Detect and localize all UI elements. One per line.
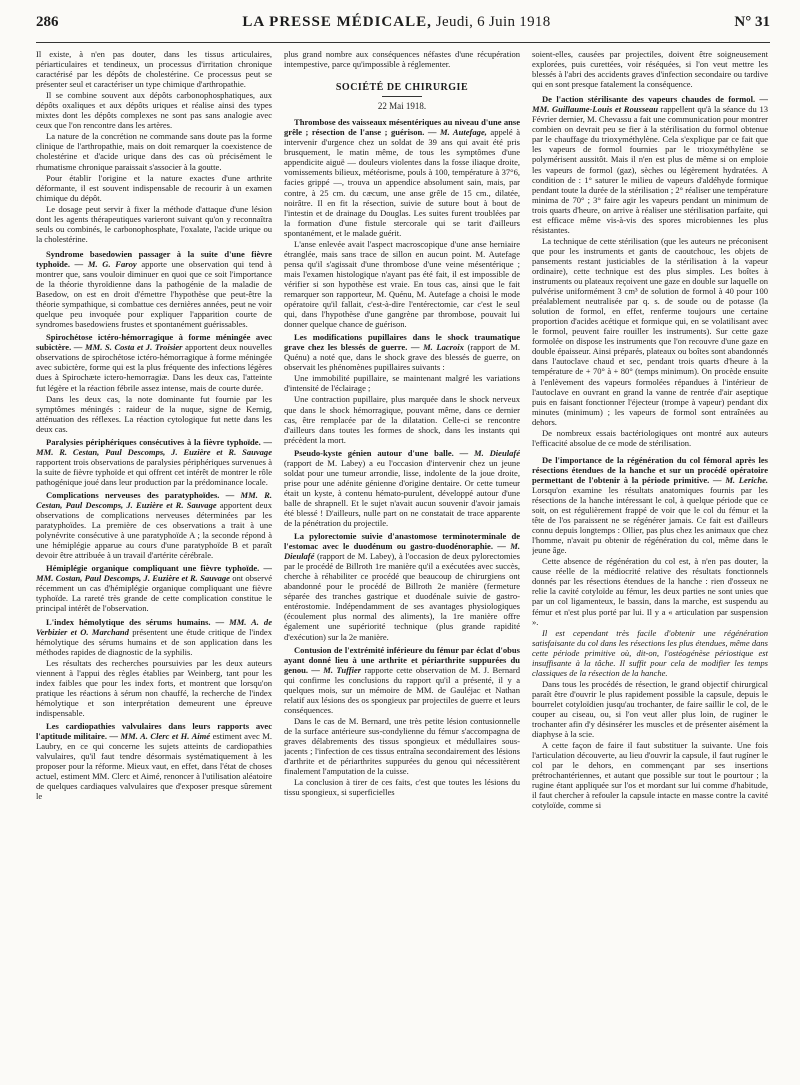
article-body: (rapport de M. Labey) a eu l'occasion d'intervenir chez un jeune soldat pour une tumeur arrondie, lisse, indolente de la joue droite, prise pour une adénite génienne d'origine dentaire. Or cette tumeur était un kyste, à contenu hémato-purulent, développé autour d'une balle de shrapnell. Et le sujet n'avait aucun souvenir d'avoir jamais été blessé ! D'ailleurs, nulle part on ne constatait de trace apparente de la pénétration du projectile.: [284, 457, 520, 529]
journal-name: LA PRESSE MÉDICALE,: [242, 14, 432, 30]
article-basedow: [36, 249, 272, 329]
article-author: — M. Leriche.: [713, 474, 768, 485]
article-body: (rapport de M. Labey), à l'occasion de deux pylorectomies par le procédé de Billroth 1re manière qu'il a exécutées avec succès, cherche à réhabiliter ce procédé que beaucoup de chirurgiens ont abandonné pour le procédé de Billroth 2e manière (fermeture séparée des tranches gastrique et duodénale suivie de gastro-entérostomie. Indépendamment de ses avantages physiologiques (écoulement plus normal des aliments), la 1re manière offre également une supériorité technique (plus grande rapidité d'exécution) sur la 2e manière.: [284, 551, 520, 642]
paragraph: plus grand nombre aux conséquences néfastes d'une récupération intempestive, parce qu'impossible à réglementer.: [284, 49, 520, 70]
paragraph: Il est cependant très facile d'obtenir une régénération satisfaisante du col dans les résections les plus étendues, même dans cette période primitive où, dit-on, l'ostéogénèse périostique est insuffisante à la tâche. Il suffit pour cela de modifier les temps classiques de la résection de la hanche.: [532, 627, 768, 678]
paragraph: Une contraction pupillaire, plus marquée dans le shock nerveux que dans le shock hémorragique, pouvant même, dans ce dernier cas, être remplacée par de la dilatation. Celle-ci se rencontre d'ailleurs dans toutes les formes de shock, dans les instants qui précèdent la mort.: [284, 394, 520, 445]
article-body: Lorsqu'on examine les résultats anatomiques fournis par les résections de la hanche intéressant le col, à quelque période que ce soit, on est régulièrement frappé de voir que le col du fémur et la tête de l'os paraissent ne se régénérer jamais. Ce fait est d'ailleurs connu depuis longtemps : Ollier, pas plus chez les animaux que chez l'homme, n'avait pu obtenir de régénération du col, même dans le jeune âge.: [532, 484, 768, 556]
paragraph: La nature de la concrétion ne commande sans doute pas la forme clinique de l'arthropathie, mais on doit remarquer la coexistence de cholestérine et d'acide urique dans des cas où précisément le rhumatisme chronique paraissait s'associer à la goutte.: [36, 131, 272, 172]
article-author: — MM. Costan, Paul Descomps, J. Euzière et R. Sauvage: [36, 563, 272, 584]
paragraph: A cette façon de faire il faut substituer la suivante. Une fois l'articulation découverte, au lieu d'ouvrir la capsule, il faut rugíner le col par le dehors, en commençant par ses insertions prétrochantériennes, et autant que possible sur tout le pourtour ; la rugine étant appliquée sur l'os et mordant sur lui comme d'habitude, il faut chercher à refouler la capsule intacte en masse contre la cavité cotyloïde, comme si: [532, 740, 768, 811]
article-author: — MM. A. de Verbizier et O. Marchand: [36, 616, 272, 637]
column-2: [284, 49, 520, 1085]
article-title: Les modifications pupillaires dans le shock traumatique grave chez les blessés de guerre.: [284, 332, 520, 353]
article-author: — M. Dieulafé: [459, 447, 520, 458]
paragraph: Pour établir l'origine et la nature exactes d'une arthrite déformante, il est souvent indispensable de recourir à un examen chimique du dépôt.: [36, 172, 272, 203]
paragraph: Une immobilité pupillaire, se maintenant malgré les variations d'intensité de l'éclairage ;: [284, 373, 520, 394]
article-title: De l'action stérilisante des vapeurs chaudes de formol.: [542, 94, 756, 105]
paragraph: Il existe, à n'en pas douter, dans les tissus articulaires, périarticulaires et tendineux, un processus d'irritation chronique caractérisé par les dépôts de cholestérine. Ce processus peut se présenter seul et caractériser un type chimique d'arthropathie.: [36, 49, 272, 90]
article-hemiplegie: [36, 563, 272, 613]
article-author: — M. Lacroix: [410, 342, 464, 353]
article-title: Syndrome basedowien passager à la suite d'une fièvre typhoïde.: [36, 248, 272, 269]
article-col-femoral: [532, 455, 768, 811]
article-title: Thrombose des vaisseaux mésentériques au niveau d'une anse grêle ; résection de l'anse ; guérison.: [284, 117, 520, 138]
page-number: 286: [36, 14, 59, 30]
article-body: (rapport de M. Quénu) a noté que, dans le shock grave des blessés de guerre, on observait les phénomènes pupillaires suivants :: [284, 342, 520, 373]
article-thrombose: [284, 117, 520, 329]
article-body: rappellent qu'à la séance du 13 Février dernier, M. Chevassu a fait une communication pour montrer combien on devrait peu se fier à la stérilisation du formol obtenue par le chauffage du trioxyméthylène. Cela s'explique par ce fait que les vapeurs de formol fournies par le trioxyméthylène se polymérisent aussitôt. Mais il n'en est plus de même si on emploie les vapeurs de formol (gaz), sèches ou légèrement hydratées. A condition de : 1° saturer le milieu de vapeurs d'aldéhyde formique pendant toute la durée de la stérilisation ; 2° réaliser une température minima de 70° ; 3° faire agir les vapeurs pendant un minimum de trois quarts d'heure, on arrive à réaliser une stérilisation parfaite, qui est efficace même vis-à-vis des spores microbiennes les plus résistantes.: [532, 104, 768, 235]
paragraph: soient-elles, causées par projectiles, doivent être soigneusement explorées, puis curettées, voir réséquées, si l'on veut mettre les blessés à l'abri des accidents graves d'infection secondaire ou tardive qui en sont presque fatalement la conséquence.: [532, 49, 768, 90]
paragraph: La conclusion à tirer de ces faits, c'est que toutes les lésions du tissu spongieux, si superficielles: [284, 777, 520, 798]
column-3: [532, 49, 768, 1085]
page-header: [36, 14, 770, 43]
article-title: La pylorectomie suivie d'anastomose terminoterminale de l'estomac avec le duodénum ou gastro-duodénoraphie.: [284, 531, 520, 552]
article-body: estiment avec M. Laubry, en ce qui concerne les sujets atteints de cardiopathies valvulaires, qu'il faut tendre désormais systématiquement à les proposer pour la réforme. Mieux vaut, en effet, dans l'état de choses actuel, estiment MM. Clerc et Aimé, renoncer à l'utilisation aléatoire de quelques cardiaques valvulaires que d'exposer presque sûrement le: [36, 731, 272, 802]
article-body: apporte une observation qui tend à montrer que, sans vouloir diminuer en quoi que ce soit l'importance de la théorie thyroïdienne dans la pathogénie de la maladie de Basedow, on est en droit d'émettre l'hypothèse que peut-être la théorie sympathique, si combattue ces dernières années, peut ne voir quelque peu invoquée pour expliquer l'apparition courte de syndromes basedowiens frustes et spontanément guérissables.: [36, 258, 272, 330]
article-author: — MM. S. Costa et J. Troisier: [73, 342, 183, 353]
text-columns: [36, 49, 770, 1085]
issue-date: Jeudi, 6 Juin 1918: [435, 14, 551, 30]
article-title: Paralysies périphériques consécutives à la fièvre typhoïde.: [46, 436, 261, 447]
issue-number: N° 31: [734, 14, 770, 30]
article-paralysies: [36, 437, 272, 487]
paragraph: Le dosage peut servir à fixer la méthode d'attaque d'une lésion dont les agents thérapeutiques varieront suivant qu'on y reconnaîtra seuls ou combinés, le carbonophosphate, l'oxalate, l'acide urique ou la cholestérine.: [36, 203, 272, 244]
article-paratyphoides: [36, 490, 272, 560]
section-heading: SOCIÉTÉ DE CHIRURGIE: [335, 82, 469, 94]
divider: [382, 96, 422, 97]
article-index-hemolytique: [36, 617, 272, 718]
paragraph: Les résultats des recherches poursuivies par les deux auteurs viennent à l'appui des règles établies par Weinberg, tant pour les index faibles que pour les index forts, et montrent que lorsqu'on pratique les réactions à sérum non chauffé, la recherche de l'index hémolytique et son interprétation demeurent une épreuve indispensable.: [36, 657, 272, 718]
article-author: — M. Autefage,: [427, 127, 487, 138]
article-contusion-femur: [284, 645, 520, 798]
article-title: Spirochétose ictéro-hémorragique à forme méningée avec subictère.: [36, 332, 272, 353]
article-cardiopathies: [36, 721, 272, 801]
article-author: — M. Dieulafé: [284, 541, 520, 562]
paragraph: Dans les deux cas, la note dominante fut fournie par les symptômes méningés : raideur de la nuque, signe de Kernig, atténuation des réflexes. La réaction cytologique fut nette dans les deux cas.: [36, 393, 272, 434]
article-title: Les cardiopathies valvulaires dans leurs rapports avec l'aptitude militaire.: [36, 721, 272, 742]
masthead: [242, 14, 550, 31]
article-body: apportent deux observations de complications nerveuses déterminées par les paratyphoïdes. La première de ces observations a trait à une polynévrite consécutive à une paratyphoïde A ; la seconde répond à une hémiplégie apparue au cours d'une paratyphoïde B et paraît devoir être attribuée à un travail d'artérite cérébrale.: [36, 500, 272, 561]
article-body: ont observé récemment un cas d'hémiplégie organique compliquant une fièvre typhoïde. La rareté très grande de cette complication constitue le principal intérêt de l'observation.: [36, 573, 272, 614]
article-title: Complications nerveuses des paratyphoïdes.: [46, 489, 220, 500]
article-author: — M. Tuffier: [311, 664, 362, 675]
paragraph: Cette absence de régénération du col est, à n'en pas douter, la cause réelle de la médiocrité relative des résultats fonctionnels donnés par les résections étendues de la hanche : rien d'osseux ne relie la cavité cotyloïde au fémur, les deux parties ne sont unies que par un col ligamenteux, le bassin, dans la marche, est suspendu au fémur et n'est plus porté par lui. Il y a « articulation par suspension ».: [532, 556, 768, 627]
article-pupillaires: [284, 332, 520, 445]
article-author: — MM. R. Cestan, Paul Descomps, J. Euzière et R. Sauvage: [36, 489, 272, 511]
article-pylorectomie: [284, 531, 520, 642]
session-date: 22 Mai 1918.: [377, 101, 427, 112]
article-spirochetose: [36, 332, 272, 433]
article-formol: [532, 94, 768, 448]
article-title: Contusion de l'extrémité inférieure du fémur par éclat d'obus ayant donné lieu à une arthrite et périarthrite suppurées du genou.: [284, 644, 520, 675]
column-1: [36, 49, 272, 1085]
paragraph: Dans tous les procédés de résection, le grand objectif chirurgical paraît être d'ouvrir le plus rapidement possible la capsule, depuis le bourrelet cotyloïdien jusqu'au trochanter, de faire saillir le col, de le couper au ciseau, ou, si l'on veut aller plus loin, de ruginer le trochanter afin d'y désinsérer les muscles et de présenter aisément la diaphyse à la scie.: [532, 678, 768, 740]
article-title: Pseudo-kyste génien autour d'une balle.: [294, 447, 454, 458]
paragraph: L'anse enlevée avait l'aspect macroscopique d'une anse herniaire étranglée, mais sans trace de sillon en aucun point. M. Autefage pensa qu'il s'agissait d'une thrombose d'une veine mésentérique ; mais l'examen histologique n'ayant pas été fait, il est impossible de vérifier si son hypothèse est vraie. En tous cas, ainsi que le fait remarquer son rapporteur, M. Quénu, M. Autefage a choisi le mode opératoire qu'il fallait, c'est-à-dire l'entérectomie, car c'est le seul qui, dans l'hypothèse d'une gangrène par thrombose, pouvait lui donner quelque chance de guérison.: [284, 238, 520, 330]
article-body: rapporte cette observation de M. J. Bernard qui confirme les conclusions du rapport qu'il a présenté, il y a quelques mois, sur un mémoire de MM. de Gauléjac et Nathan relatif aux lésions des os spongieux par projectiles de guerre et leurs conséquences.: [284, 664, 520, 715]
article-body: rapportent trois observations de paralysies périphériques survenues à la suite de fièvre typhoïde et qui offrent cet intérêt de montrer le rôle pathogénique joué dans leur production par la prédominance locale.: [36, 456, 272, 487]
paragraph: Il se combine souvent aux dépôts carbonophosphatiques, aux dépôts oxaliques et aux dépôts uriques et réalise ainsi des types mixtes dont les dépôts complexes ne sont pas sans analogie avec ceux que l'on rencontre dans les artères.: [36, 90, 272, 131]
article-author: — MM. Guillaume-Louis et Rousseau: [532, 94, 768, 115]
article-author: — M. G. Faroy: [74, 258, 137, 269]
paragraph: De nombreux essais bactériologiques ont montré aux auteurs l'efficacité absolue de ce mode de stérilisation.: [532, 427, 768, 448]
article-title: L'index hémolytique des sérums humains.: [46, 616, 211, 627]
paragraph: La technique de cette stérilisation (que les auteurs ne préconisent que pour les instruments et gants de caoutchouc, les objets de pansements restant justiciables de la stérilisation à la vapeur ordinaire), cette technique est des plus simples. Les boîtes à instruments ou plateaux reçoivent une gaze en double sur laquelle on pulvérise uniformément 3 cm³ de solution de formol à 40 pour 100 préalablement neutralisée par q. s. de soude ou de potasse (la solution de formol, en effet, renferme toujours une certaine proportion d'acides acétique et formique qui, en se volatilisant avec le formol, peuvent faire rouiller les instruments). Sur cette gaze formolée on dispose les instruments que l'on recouvre d'une gaze en double épaisseur. Ainsi préparés, plateaux ou boîtes sont abandonnés dans l'autoclave chaud et sec, pendant trois quarts d'heure à la température de + 70° à + 80° (temps minimum). On procède ensuite à l'enlèvement des vapeurs formolées répandues à l'intérieur de l'autoclave en ouvrant en grand la vanne de rentrée d'air aseptique puis en faisant fonctionner l'éjecteur (trompe à vapeur) pendant dix minutes (minimum) ; les vapeurs de formol sont entraînées au dehors.: [532, 235, 768, 427]
paragraph: Dans le cas de M. Bernard, une très petite lésion contusionnelle de la surface antérieure sus-condylienne du fémur s'accompagna de graves délabrements des tissus spongieux et médullaires sous-jacents ; l'infection de ces tissus entraîna secondairement des lésions d'arthrite et de périarthrites suppurées du genou qui nécessitèrent finalement l'amputation de la cuisse.: [284, 715, 520, 777]
article-author: — MM. R. Cestan, Paul Descomps, J. Euzière et R. Sauvage: [36, 436, 272, 457]
article-author: — MM. A. Clerc et H. Aimé: [109, 731, 211, 742]
article-body: apportent deux nouvelles observations de spirochétose ictéro-hémorragique à forme méningée avec subictère, forme qui est la plus fréquente des infections légères dues à Spirochæte ictero-hemorragiæ. Dans les deux cas, l'atteinte fut légère et la réaction fébrile assez intense, mais de courte durée.: [36, 342, 272, 393]
article-body: présentent une étude critique de l'index hémolytique des sérums humains et de son application dans les méthodes rapides de diagnostic de la syphilis.: [36, 626, 272, 657]
article-title: De l'importance de la régénération du col fémoral après les résections étendues de la hanche et sur un procédé opératoire permettant de l'obtenir à la période primitive.: [532, 454, 768, 485]
article-title: Hémiplégie organique compliquant une fièvre typhoïde.: [46, 563, 260, 574]
article-body: appelé à intervenir d'urgence chez un soldat de 39 ans qui avait été pris brusquement, le matin même, de tous les symptômes d'une appendicite aiguë — douleurs violentes dans la fosse iliaque droite, vomissements bilieux, météorisme, pouls à 100, température à 37°6, facies grippé —, trouva un appendice absolument sain, mais, par contre, à 25 cm. du cæcum, une anse grêle de 15 cm., dilatée, noirâtre. Il en fit la résection, suivie de suture bout à bout de l'intestin et de drainage du Douglas. Les suites furent troublées par la formation d'une fistule stercorale qui se tarit d'ailleurs spontanément, et le malade guérit.: [284, 127, 520, 238]
article-pseudo-kyste: [284, 448, 520, 528]
